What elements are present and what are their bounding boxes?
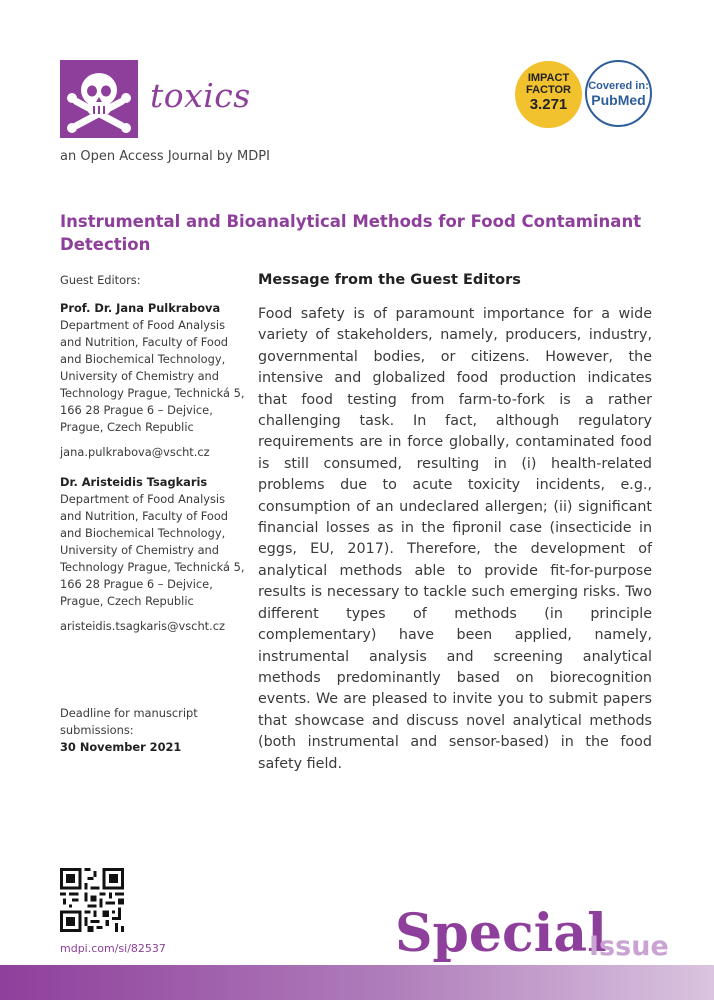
message-body: Food safety is of paramount importance for a wide variety of stakeholders, namely, producers, industry, governmental bodies, or citizens. However, the intensive and globalized food production indicates that food testing from farm-to-fork is a rather challenging task. In fact, although regulatory requirements are in force globally, contaminated food is still consumed, resulting in (i) health-related problems due to acute toxicity incidents, e.g., consumption of an undeclared allergen; (ii) significant financial losses as in the fipronil case (insecticide in eggs, EU, 2017). Therefore, the development of analytical methods able to provide fit-for-purpose results is necessary to tackle such emerging risks. Two different types of methods (in principle complementary) have been applied, namely, instrumental analysis and screening analytical methods predominantly based on biorecognition events. We are pleased to invite you to submit papers that showcase and discuss novel analytical methods (both instrumental and sensor-based) in the food safety field. [258, 306, 652, 772]
special-issue-link[interactable]: mdpi.com/si/82537 [60, 942, 166, 955]
editor-affiliation: Department of Food Analysis and Nutrition, Faculty of Food and Biochemical Technology, University of Chemistry and Technology Prague, Technická 5, 166 28 Prague 6 – Dejvice, Prague, Czech Republic [60, 318, 245, 434]
special-banner-word: Special [395, 903, 607, 964]
impact-factor-badge [515, 61, 582, 128]
impact-factor-line2: FACTOR [525, 84, 572, 96]
journal-name: toxics [150, 76, 251, 115]
guest-editors-label: Guest Editors: [60, 273, 141, 287]
skull-crossbones-icon [60, 60, 138, 138]
editor-name: Prof. Dr. Jana Pulkrabova [60, 301, 221, 315]
impact-factor-value: 3.271 [529, 96, 568, 113]
issue-banner-word: Issue [589, 931, 669, 962]
qr-code-icon[interactable] [60, 868, 124, 932]
guest-editors-column [60, 272, 245, 648]
impact-factor-line1: IMPACT [527, 72, 570, 84]
pubmed-badge [585, 60, 652, 127]
deadline-block [60, 705, 245, 756]
message-heading: Message from the Guest Editors [258, 272, 521, 288]
editor-email[interactable]: aristeidis.tsagkaris@vscht.cz [60, 619, 225, 633]
footer-band [0, 965, 714, 1000]
journal-tagline: an Open Access Journal by MDPI [60, 149, 270, 164]
pubmed-line2: PubMed [591, 92, 646, 108]
deadline-date: 30 November 2021 [60, 740, 182, 754]
editor-affiliation: Department of Food Analysis and Nutrition, Faculty of Food and Biochemical Technology, University of Chemistry and Technology Prague, Technická 5, 166 28 Prague 6 – Dejvice, Prague, Czech Republic [60, 492, 245, 608]
special-issue-title: Instrumental and Bioanalytical Methods for Food Contaminant Detection [60, 212, 642, 254]
editor-name: Dr. Aristeidis Tsagkaris [60, 475, 208, 489]
pubmed-line1: Covered in: [588, 80, 649, 92]
deadline-label: Deadline for manuscript submissions: [60, 706, 198, 737]
journal-logo [60, 60, 138, 138]
editor-email[interactable]: jana.pulkrabova@vscht.cz [60, 445, 210, 459]
